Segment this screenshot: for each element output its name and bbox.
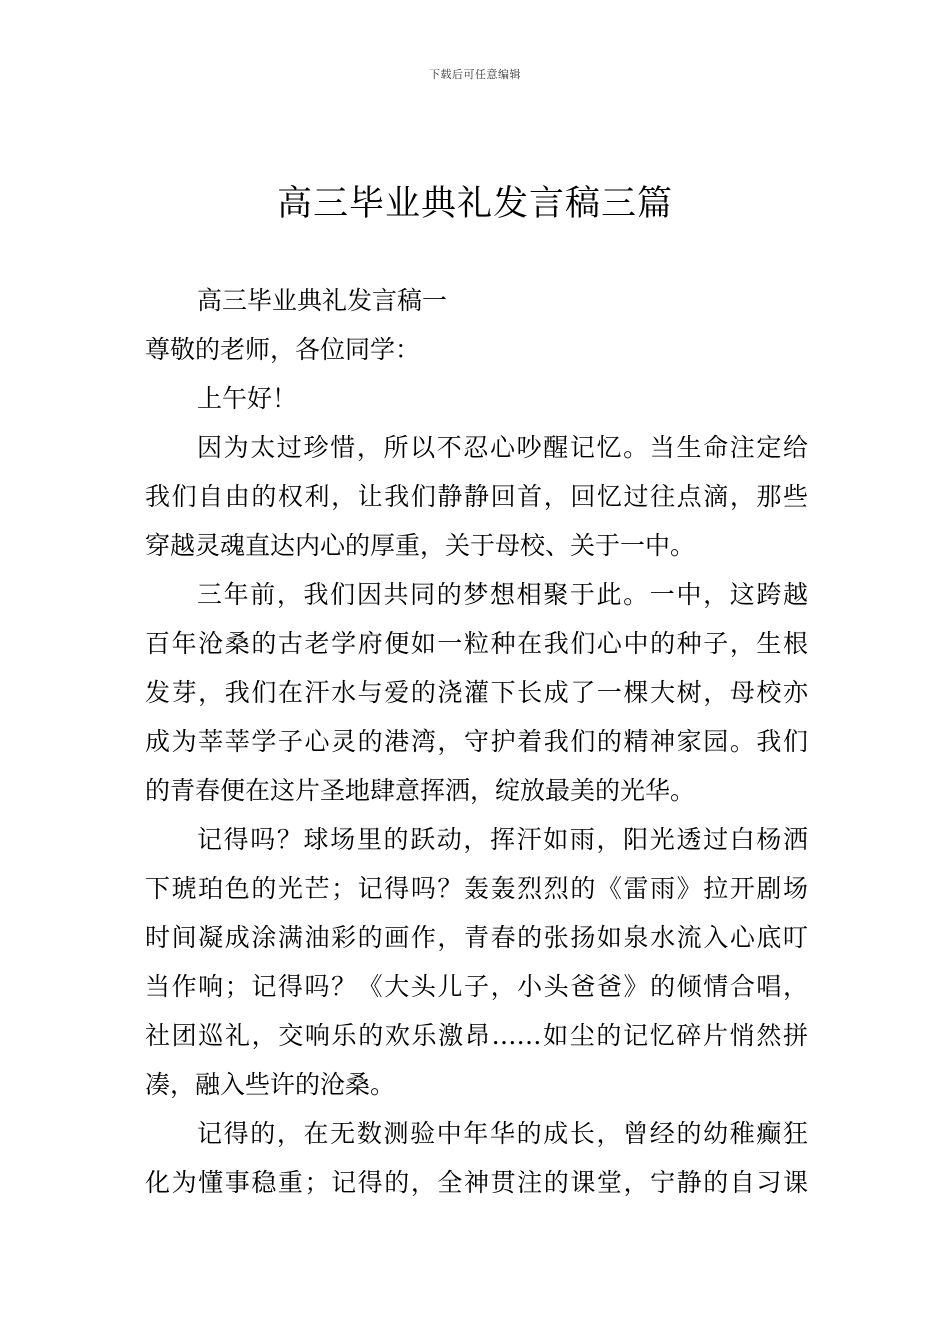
paragraph-line: 因为太过珍惜，所以不忍心吵醒记忆。当生命注定给 (197, 433, 808, 462)
paragraph-line: 的青春便在这片圣地肆意挥洒，绽放最美的光华。 (145, 776, 696, 805)
paragraph-line: 穿越灵魂直达内心的厚重，关于母校、关于一中。 (145, 531, 696, 560)
document-body (145, 282, 808, 1213)
section-heading: 高三毕业典礼发言稿一 (197, 286, 448, 315)
paragraph-line: 下琥珀色的光芒；记得吗？轰轰烈烈的《雷雨》拉开剧场 (145, 874, 808, 903)
greeting: 上午好！ (197, 384, 298, 413)
paragraph-line: 社团巡礼，交响乐的欢乐激昂……如尘的记忆碎片悄然拼 (145, 1021, 808, 1050)
paragraph-line: 我们自由的权利，让我们静静回首，回忆过往点滴，那些 (145, 482, 808, 511)
paragraph-line: 记得吗？球场里的跃动，挥汗如雨，阳光透过白杨洒 (197, 825, 808, 854)
paragraph-line: 三年前，我们因共同的梦想相聚于此。一中，这跨越 (197, 580, 808, 609)
paragraph-line: 时间凝成涂满油彩的画作，青春的张扬如泉水流入心底叮 (145, 923, 808, 952)
paragraph-line: 百年沧桑的古老学府便如一粒种在我们心中的种子，生根 (145, 629, 808, 658)
salutation: 尊敬的老师，各位同学： (145, 335, 421, 364)
document-title: 高三毕业典礼发言稿三篇 (276, 184, 673, 224)
paragraph-line: 当作响；记得吗？《大头儿子，小头爸爸》的倾情合唱， (145, 972, 808, 1001)
paragraph-line: 发芽，我们在汗水与爱的浇灌下长成了一棵大树，母校亦 (145, 678, 808, 707)
paragraph-line: 成为莘莘学子心灵的港湾，守护着我们的精神家园。我们 (145, 727, 808, 756)
header-note: 下载后可任意编辑 (429, 68, 521, 81)
paragraph-line: 凑，融入些许的沧桑。 (145, 1070, 396, 1099)
paragraph-line: 记得的，在无数测验中年华的成长，曾经的幼稚癫狂 (197, 1119, 808, 1148)
paragraph-line: 化为懂事稳重；记得的，全神贯注的课堂，宁静的自习课 (145, 1168, 808, 1197)
